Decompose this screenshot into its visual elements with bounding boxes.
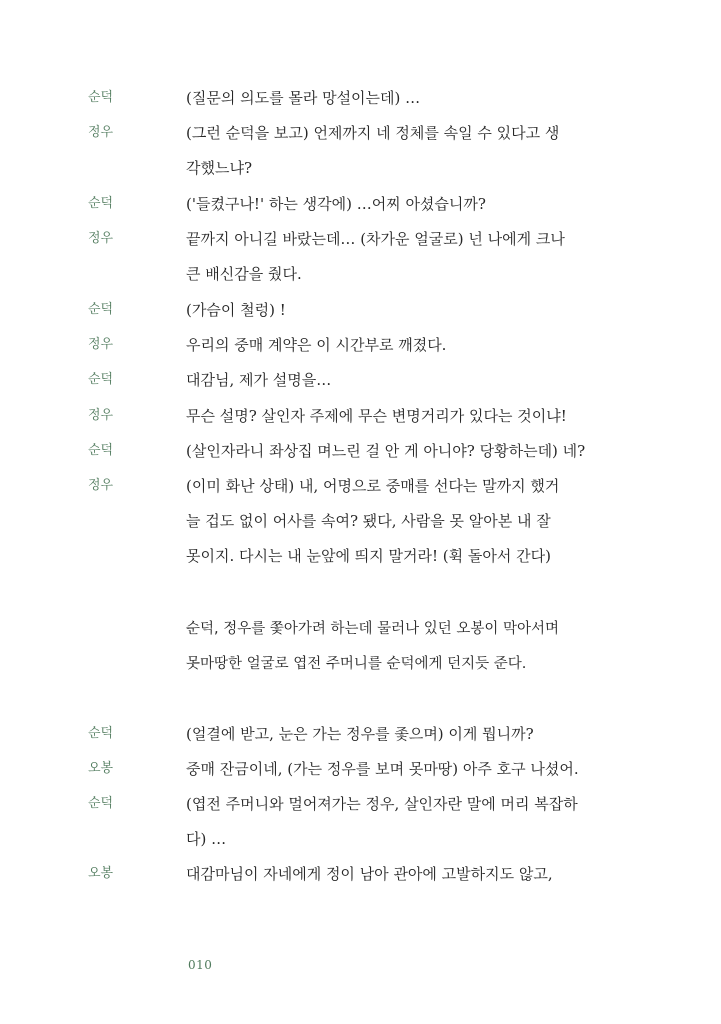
- speaker-name: 정우: [88, 478, 114, 493]
- dialogue-text: (이미 화난 상태) 내, 어명으로 중매를 선다는 말까지 했거: [186, 477, 560, 495]
- speaker-name: 정우: [88, 408, 114, 423]
- narration-line: [0, 614, 721, 644]
- dialogue-line: [0, 295, 721, 325]
- dialogue-line: [0, 541, 721, 571]
- dialogue-line: [0, 824, 721, 854]
- dialogue-text: 끝까지 아니길 바랐는데… (차가운 얼굴로) 넌 나에게 크나: [186, 230, 565, 248]
- narration-text: 순덕, 정우를 쫓아가려 하는데 물러나 있던 오봉이 막아서며: [186, 621, 560, 637]
- speaker-name: 순덕: [88, 796, 114, 811]
- page-number: 010: [188, 958, 213, 972]
- dialogue-line: [0, 83, 721, 113]
- speaker-name: 순덕: [88, 372, 114, 387]
- dialogue-text: 대감님, 제가 설명을…: [186, 371, 332, 389]
- speaker-name: 순덕: [88, 196, 114, 211]
- speaker-name: 오봉: [88, 761, 114, 776]
- dialogue-text: 우리의 중매 계약은 이 시간부로 깨졌다.: [186, 336, 447, 354]
- dialogue-text: 다) …: [186, 830, 227, 848]
- dialogue-text: 큰 배신감을 줬다.: [186, 265, 302, 283]
- dialogue-line: [0, 153, 721, 183]
- dialogue-text: ('들켰구나!' 하는 생각에) …어찌 아셨습니까?: [186, 195, 486, 213]
- dialogue-text: (살인자라니 좌상집 며느린 걸 안 게 아니야? 당황하는데) 네?: [186, 442, 586, 460]
- speaker-name: 정우: [88, 231, 114, 246]
- speaker-name: 순덕: [88, 443, 114, 458]
- dialogue-line: [0, 330, 721, 360]
- dialogue-line: [0, 224, 721, 254]
- dialogue-line: [0, 365, 721, 395]
- dialogue-line: [0, 436, 721, 466]
- dialogue-line: [0, 118, 721, 148]
- dialogue-text: 못이지. 다시는 내 눈앞에 띄지 말거라! (휙 돌아서 간다): [186, 547, 551, 565]
- speaker-name: 순덕: [88, 302, 114, 317]
- dialogue-text: 중매 잔금이네, (가는 정우를 보며 못마땅) 아주 호구 나셨어.: [186, 760, 579, 778]
- speaker-name: 정우: [88, 125, 114, 140]
- speaker-name: 순덕: [88, 90, 114, 105]
- speaker-name: 정우: [88, 337, 114, 352]
- dialogue-text: (그런 순덕을 보고) 언제까지 네 정체를 속일 수 있다고 생: [186, 124, 560, 142]
- dialogue-text: (엽전 주머니와 멀어져가는 정우, 살인자란 말에 머리 복잡하: [186, 795, 578, 813]
- dialogue-line: [0, 471, 721, 501]
- dialogue-line: [0, 259, 721, 289]
- dialogue-line: [0, 719, 721, 749]
- narration-line: [0, 649, 721, 679]
- dialogue-text: 각했느냐?: [186, 159, 253, 177]
- dialogue-line: [0, 859, 721, 889]
- dialogue-text: 대감마님이 자네에게 정이 남아 관아에 고발하지도 않고,: [186, 865, 553, 883]
- dialogue-text: 무슨 설명? 살인자 주제에 무슨 변명거리가 있다는 것이냐!: [186, 407, 567, 425]
- narration-text: 못마땅한 얼굴로 엽전 주머니를 순덕에게 던지듯 준다.: [186, 656, 527, 672]
- speaker-name: 오봉: [88, 866, 114, 881]
- dialogue-line: [0, 506, 721, 536]
- dialogue-text: (가슴이 철렁) !: [186, 301, 286, 319]
- dialogue-text: (질문의 의도를 몰라 망설이는데) …: [186, 89, 421, 107]
- dialogue-text: (얼결에 받고, 눈은 가는 정우를 좇으며) 이게 뭡니까?: [186, 725, 534, 743]
- dialogue-line: [0, 754, 721, 784]
- speaker-name: 순덕: [88, 726, 114, 741]
- dialogue-line: [0, 401, 721, 431]
- dialogue-text: 늘 겁도 없이 어사를 속여? 됐다, 사람을 못 알아본 내 잘: [186, 512, 551, 530]
- dialogue-line: [0, 189, 721, 219]
- dialogue-line: [0, 789, 721, 819]
